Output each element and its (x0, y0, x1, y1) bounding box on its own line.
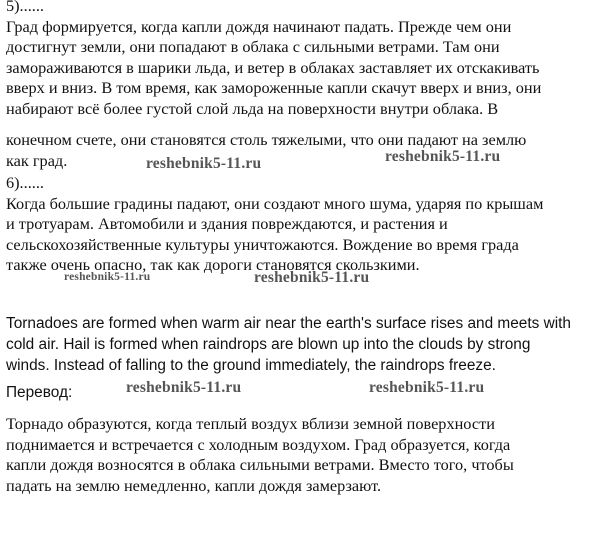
section-5-line: набирают всё более густой слой льда на поверхности внутри облака. В (6, 98, 499, 118)
section-5-number: 5)...... (6, 0, 44, 15)
english-paragraph (6, 314, 602, 376)
translation-line: поднимается и встречается с холодным воздухом. Град образуется, когда (6, 434, 511, 454)
watermark: reshebnik5-11.ru (369, 379, 485, 396)
watermark: reshebnik5-11.ru (64, 271, 151, 283)
section-6-line: также очень опасно, так как дороги становятся скользкими. (6, 255, 420, 274)
watermark: reshebnik5-11.ru (146, 155, 262, 172)
section-5-line: замораживаются в шарики льда, и ветер в облаках заставляет их отскакивать (6, 57, 540, 77)
english-line: Tornadoes are formed when warm air near the earth's surface rises and meets with (6, 315, 571, 332)
section-5-line: вверх и вниз. В том время, как замороженные капли скачут вверх и вниз, они (6, 78, 542, 97)
english-line: winds. Instead of falling to the ground immediately, the raindrops freeze. (6, 356, 496, 374)
section-5-continued (6, 130, 602, 171)
translation-line: Торнадо образуются, когда теплый воздух вблизи земной поверхности (6, 414, 495, 433)
section-5-line: как град. (6, 150, 68, 170)
section-5-line: Град формируется, когда капли дождя начинают падать. Прежде чем они (6, 16, 512, 36)
translation-label: Перевод: (6, 384, 73, 401)
section-6-line: Когда большие градины падают, они создают много шума, ударяя по крышам (6, 193, 544, 213)
watermark: reshebnik5-11.ru (254, 269, 370, 286)
translation-paragraph (6, 414, 602, 496)
watermark: reshebnik5-11.ru (385, 148, 501, 165)
section-5-line: конечном счете, они становятся столь тяжелыми, что они падают на землю (6, 130, 527, 149)
section-5-line: достигнут земли, они попадают в облака с сильными ветрами. Там они (6, 37, 500, 56)
section-6 (6, 173, 602, 276)
section-6-number: 6)...... (6, 173, 44, 192)
translation-line: капли дождя возносятся в облака сильными ветрами. Вместо того, чтобы (6, 455, 514, 474)
watermark: reshebnik5-11.ru (126, 379, 242, 396)
section-6-line: и тротуарам. Автомобили и здания повреждаются, и растения и (6, 214, 448, 233)
translation-line: падать на землю немедленно, капли дождя замерзают. (6, 475, 382, 495)
section-5 (6, 0, 602, 119)
section-6-line: сельскохозяйственные культуры уничтожаются. Вождение во время града (6, 234, 519, 254)
english-line: cold air. Hail is formed when raindrops are blown up into the clouds by strong (6, 335, 531, 353)
